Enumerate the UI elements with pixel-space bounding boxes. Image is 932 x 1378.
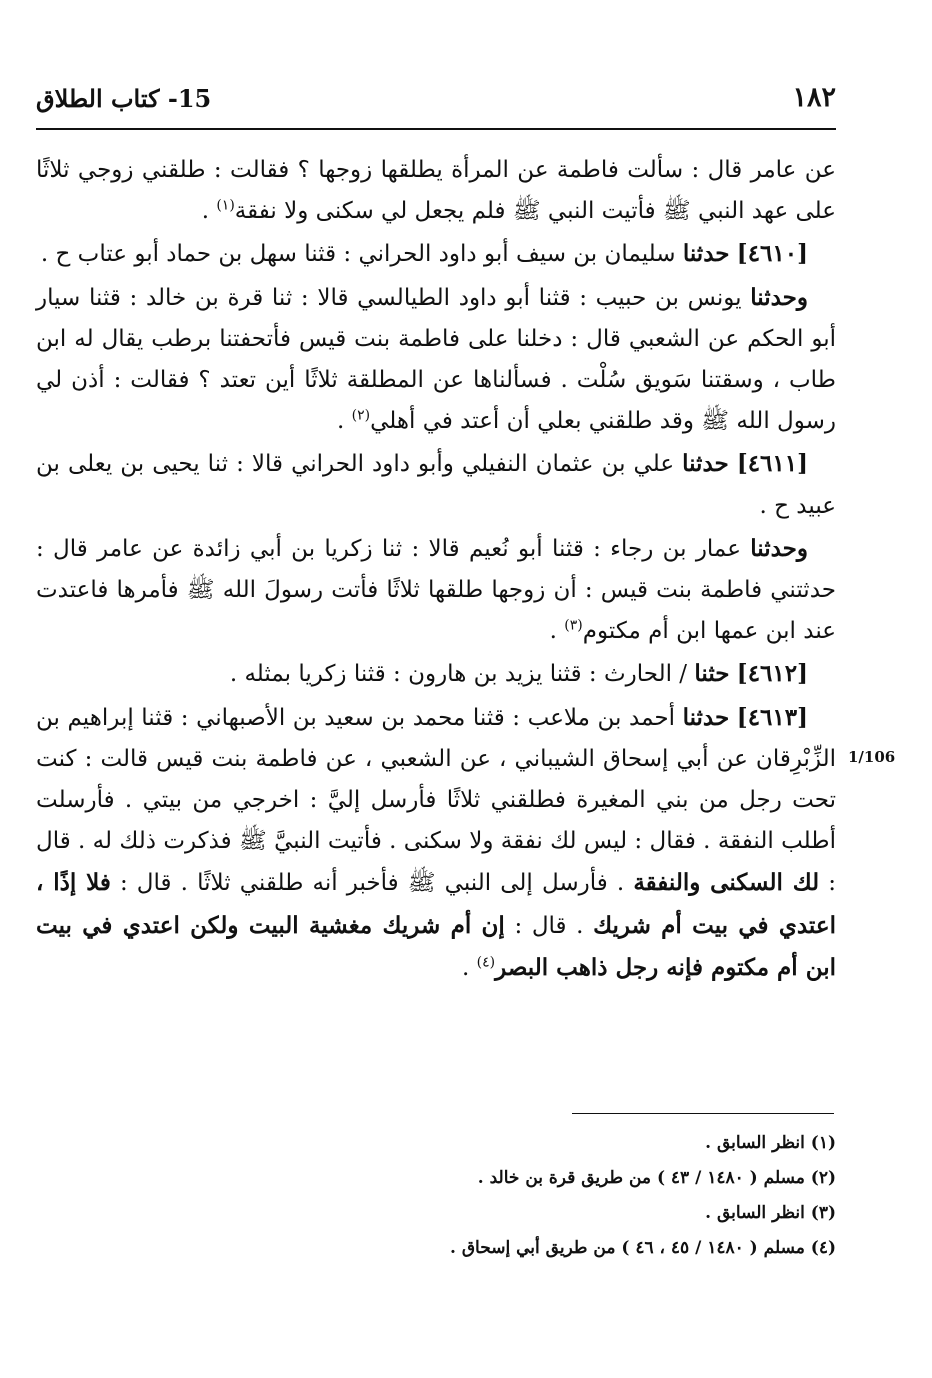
hadith-4611: [٤٦١١] حدثنا علي بن عثمان النفيلي وأبو داود الحراني قالا : ثنا يحيى بن يعلى بن عبيد ح . — [36, 450, 836, 519]
footnote-4: (٤) مسلم ( ١٤٨٠ / ٤٥ ، ٤٦ ) من طريق أبي إسحاق . — [450, 1238, 836, 1258]
page-header — [36, 82, 836, 122]
hadith-number: [٤٦١٠] — [736, 240, 808, 268]
narration-lead: حدثنا — [682, 240, 730, 268]
narration-lead: حثنا — [694, 660, 730, 688]
narration-lead: حدثنا — [682, 450, 729, 478]
margin-folio-note: 1/106 — [848, 748, 896, 766]
footnote-rule — [572, 1113, 834, 1114]
narration-lead: حدثنا — [682, 703, 730, 731]
hadith-number: [٤٦١١] — [736, 450, 809, 478]
footnotes — [36, 1126, 836, 1266]
page-number: ١٨٢ — [792, 82, 836, 113]
footnote-3: (٣) انظر السابق . — [705, 1203, 836, 1223]
prophet-quote: فلا إذًا ، اعتدي في بيت أم شريك — [36, 869, 836, 939]
footnote-2: (٢) مسلم ( ١٤٨٠ / ٤٣ ) من طريق قرة بن خالد . — [477, 1168, 836, 1188]
book-title: 15- كتاب الطلاق — [36, 84, 212, 113]
hadith-number: [٤٦١٢] — [736, 660, 808, 688]
footnote-1: (١) انظر السابق . — [705, 1133, 836, 1153]
narration-lead: وحدثنا — [750, 283, 808, 311]
footnote-ref: (٣) — [564, 617, 583, 634]
hadith-4612: [٤٦١٢] حثنا / الحارث : قثنا يزيد بن هارون : قثنا زكريا بمثله . — [229, 660, 808, 688]
hadith-4610: [٤٦١٠] حدثنا سليمان بن سيف أبو داود الحراني : قثنا سهل بن حماد أبو عتاب ح . — [40, 240, 808, 268]
paragraph: وحدثنا يونس بن حبيب : قثنا أبو داود الطيالسي قالا : ثنا قرة بن خالد : قثنا سيار أبو الحكم عن الشعبي قال : دخلنا على فاطمة بنت قيس فأتحفتنا برطب يقال له ابن طاب ، وسقتنا سَويق سُلْت . فسألناها عن المطلقة ثلاثًا أين تعتد ؟ فقالت : أذن لي رسول الله ﷺ وقد طلقني بعلي أن أعتد في أهلي$^{(٢)}$ . — [36, 283, 836, 435]
prophet-quote: إن أم شريك مغشية البيت ولكن اعتدي في بيت ابن أم مكتوم فإنه رجل ذاهب البصر — [36, 911, 836, 981]
prophet-quote: لك السكنى والنفقة — [633, 869, 820, 897]
footnote-ref: (١) — [216, 197, 235, 214]
footnote-ref: (٤) — [476, 954, 496, 971]
header-rule — [36, 128, 836, 130]
paragraph: وحدثنا عمار بن رجاء : قثنا أبو نُعيم قالا : ثنا زكريا بن أبي زائدة عن عامر قال : حدثتني فاطمة بنت قيس : أن زوجها طلقها ثلاثًا فأتت رسولَ الله ﷺ فأمرها فاعتدت عند ابن عمها ابن أم مكتوم$^{(٣)}$ . — [36, 534, 836, 645]
paragraph: عن عامر قال : سألت فاطمة عن المرأة يطلقها زوجها ؟ فقالت : طلقني زوجي ثلاثًا على عهد النبي ﷺ فأتيت النبي ﷺ فلم يجعل لي سكنى ولا نفقة$^{(١)}$ . — [36, 157, 836, 225]
narration-lead: وحدثنا — [750, 534, 808, 562]
main-text — [36, 150, 836, 990]
hadith-number: [٤٦١٣] — [736, 703, 808, 731]
hadith-4613: [٤٦١٣] حدثنا أحمد بن ملاعب : قثنا محمد بن سعيد بن الأصبهاني : قثنا إبراهيم بن الزِّبْرِقان عن أبي إسحاق الشيباني ، عن الشعبي ، عن فاطمة بنت قيس قالت : كنت تحت رجل من بني المغيرة فطلقني ثلاثًا فأرسل إليَّ : اخرجي من بيتي . فأرسلت أطلب النفقة . فقال : ليس لك نفقة ولا سكنى . فأتيت النبيَّ ﷺ فذكرت ذلك له . قال : لك السكنى والنفقة . فأرسل إلى النبي ﷺ فأخبر أنه طلقني ثلاثًا . قال : فلا إذًا ، اعتدي في بيت أم شريك . قال : إن أم شريك مغشية البيت ولكن اعتدي في بيت ابن أم مكتوم فإنه رجل ذاهب البصر$^{(٤)}$ . — [36, 703, 836, 981]
footnote-ref: (٢) — [351, 407, 371, 424]
